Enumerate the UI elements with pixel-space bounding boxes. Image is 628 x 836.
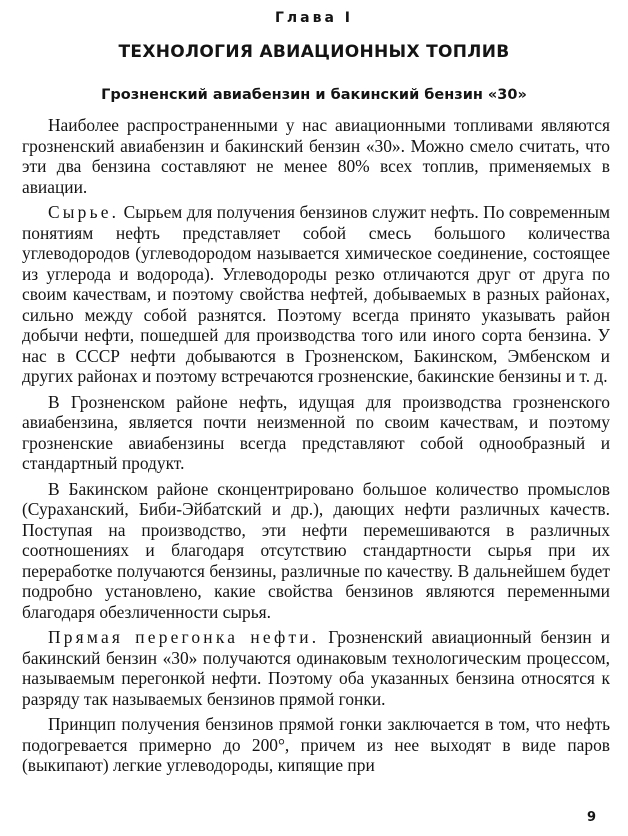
paragraph [22, 202, 610, 387]
section-subtitle: Грозненский авиабензин и бакинский бензин «30» [101, 87, 527, 103]
body-text [22, 115, 610, 781]
run-in-heading: Сырье. [48, 202, 120, 222]
paragraph [22, 479, 610, 623]
paragraph [22, 392, 610, 474]
page-title: ТЕХНОЛОГИЯ АВИАЦИОННЫХ ТОПЛИВ [118, 42, 510, 62]
paragraph-text: Сырьем для получения бензинов служит нефть. По современным понятиям нефть представляет собой смесь большого количества углеводородов (углеводородом называется химическое соединение, состоящее из углерода и водорода). Углеводороды резко отличаются друг от друга по своим качествам, и поэтому свойства нефтей, добываемых в разных районах, сильно между собой разнятся. Поэтому всегда принято указывать район добычи нефти, пошедшей для производства того или иного сорта бензина. У нас в СССР нефти добываются в Грозненском, Бакинском, Эмбенском и других районах и поэтому встречаются грозненские, бакинские бензины и т. д. [22, 202, 610, 386]
paragraph-text: В Грозненском районе нефть, идущая для производства грозненского авиабензина, является почти неизменной по своим качествам, и поэтому грозненские авиабензины всегда представляют собой однообразный и стандартный продукт. [22, 391, 610, 473]
paragraph [22, 115, 610, 197]
run-in-heading: Прямая перегонка нефти. [48, 627, 320, 647]
paragraph-text: Грозненский авиационный бензин и бакинский бензин «30» получаются одинаковым технологическим процессом, называемым перегонкой нефти. Поэтому оба указанных бензина относятся к разряду так называемых бензинов прямой гонки. [22, 627, 610, 709]
page-number: 9 [586, 810, 596, 825]
paragraph-text: Наиболее распространенными у нас авиационными топливами являются грозненский авиабензин и бакинский бензин «30». Можно смело считать, что эти два бензина составляют не менее 80% всех топлив, применяемых в авиации. [22, 115, 610, 197]
paragraph [22, 627, 610, 709]
paragraph [22, 714, 610, 776]
chapter-label: Глава I [274, 10, 353, 26]
paragraph-text: В Бакинском районе сконцентрировано большое количество промыслов (Сураханский, Биби-Эйбатский и др.), дающих нефти различных качеств. Поступая на производство, эти нефти перемешиваются в различных соотношениях и благодаря отсутствию стандартности сырья при их переработке получаются бензины, различные по качеству. В дальнейшем будет подробно установлено, какие свойства бензинов являются переменными благодаря обезличенности сырья. [22, 478, 610, 622]
paragraph-text: Принцип получения бензинов прямой гонки заключается в том, что нефть подогревается примерно до 200°, причем из нее выходят в виде паров (выкипают) легкие углеводороды, кипящие при [22, 714, 610, 775]
